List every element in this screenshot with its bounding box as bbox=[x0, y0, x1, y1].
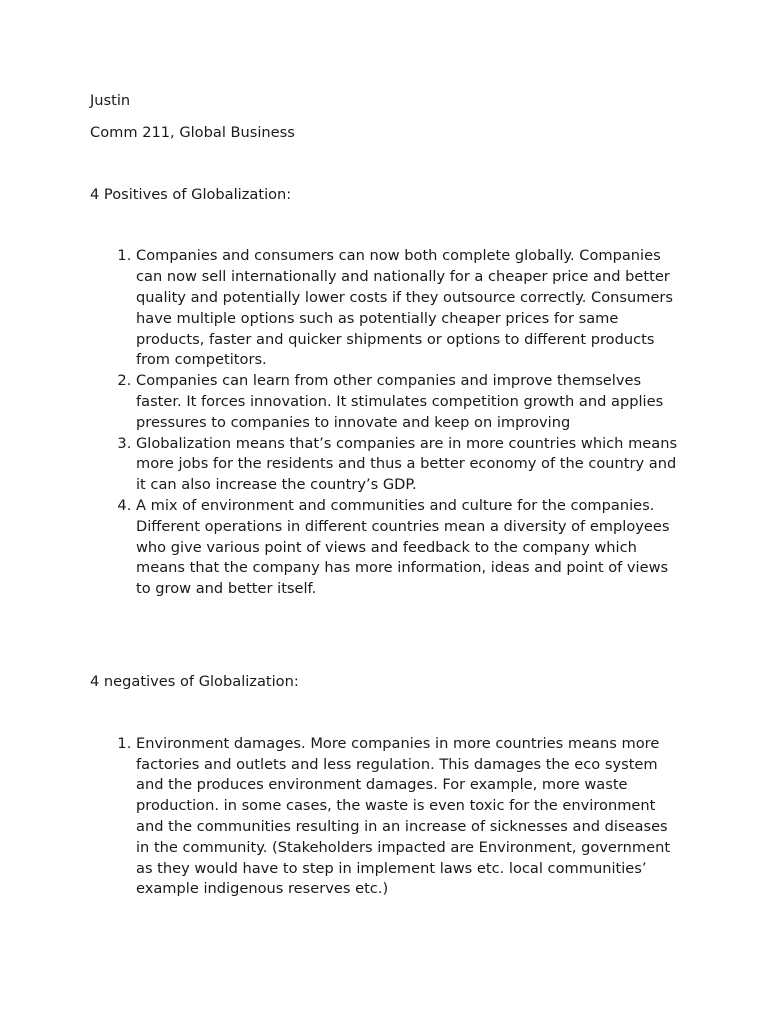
author-name: Justin bbox=[90, 92, 131, 109]
negatives-heading: 4 negatives of Globalization: bbox=[90, 672, 299, 690]
list-item: 2. Companies can learn from other companies and improve themselves faster. It forces innovation. It stimulates competition growth and applies pressures to companies to innovate and keep on improving bbox=[136, 371, 681, 433]
negatives-list bbox=[90, 734, 681, 900]
list-item: 4. A mix of environment and communities and culture for the companies. Different operations in different countries mean a diversity of employees who give various point of views and feedback to the company which means that the company has more information, ideas and point of views to grow and better itself. bbox=[136, 496, 681, 600]
list-item: 1. Companies and consumers can now both complete globally. Companies can now sell internationally and nationally for a cheaper price and better quality and potentially lower costs if they outsource correctly. Consumers have multiple options such as potentially cheaper prices for same products, faster and quicker shipments or options to different products from competitors. bbox=[136, 246, 681, 371]
positives-heading: 4 Positives of Globalization: bbox=[90, 185, 292, 203]
document-page bbox=[90, 91, 690, 900]
positives-list bbox=[90, 246, 681, 600]
list-item: 3. Globalization means that’s companies are in more countries which means more jobs for the residents and thus a better economy of the country and it can also increase the country’s GDP. bbox=[136, 434, 681, 496]
course-title: Comm 211, Global Business bbox=[90, 123, 295, 141]
list-item: 1. Environment damages. More companies in more countries means more factories and outlets and less regulation. This damages the eco system and the produces environment damages. For example, more waste production. in some cases, the waste is even toxic for the environment and the communities resulting in an increase of sicknesses and diseases in the community. (Stakeholders impacted are Environment, government as they would have to step in implement laws etc. local communities’ example indigenous reserves etc.) bbox=[136, 734, 681, 900]
